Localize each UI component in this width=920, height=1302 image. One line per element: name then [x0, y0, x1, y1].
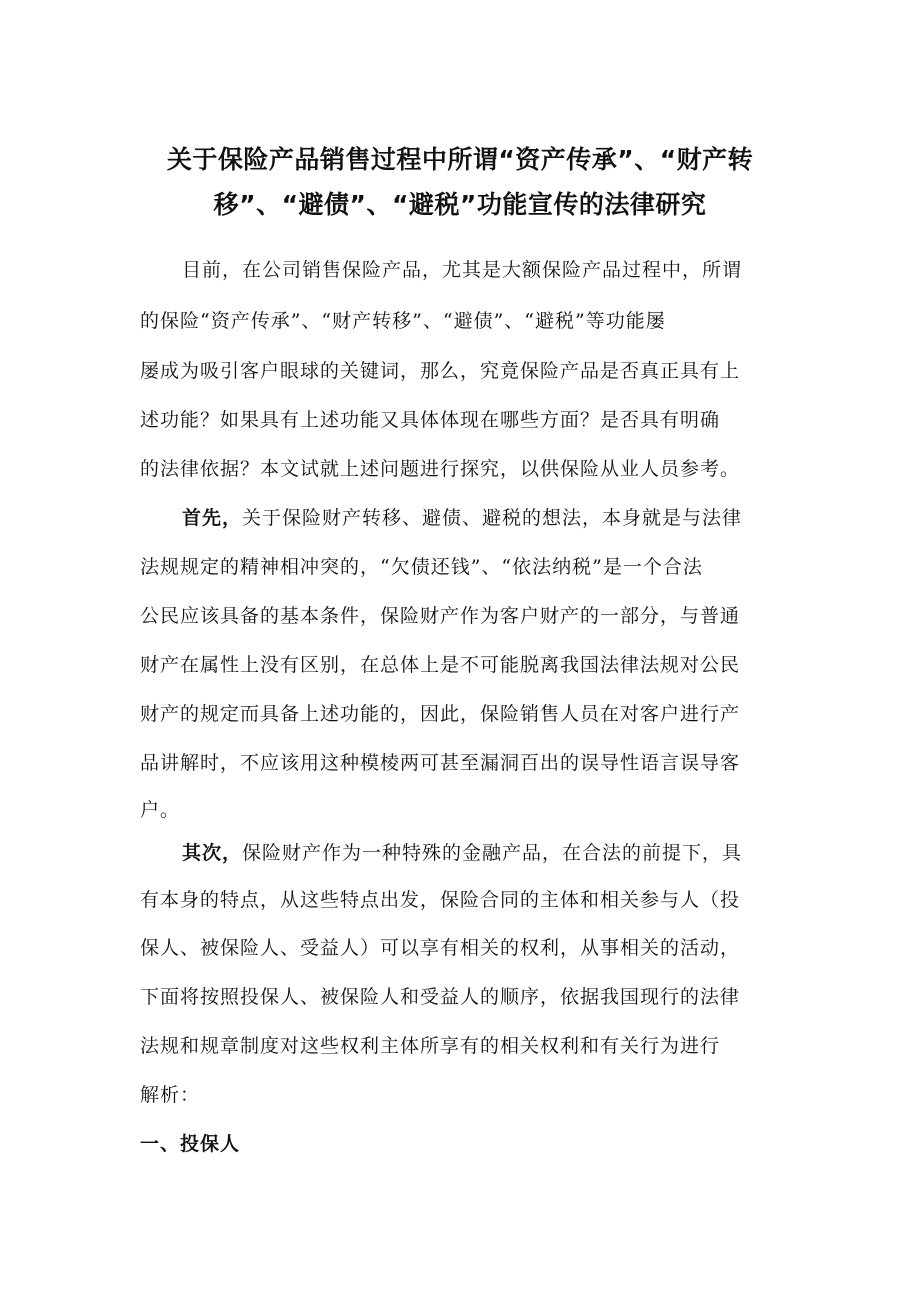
paragraph-2-line: 财产在属性上没有区别，在总体上是不可能脱离我国法律法规对公民	[140, 654, 741, 676]
document-title-line-1: 关于保险产品销售过程中所谓“资产传承”、“财产转	[166, 145, 754, 174]
paragraph-2-lead: 首先，	[182, 507, 243, 529]
paragraph-1-line: 目前，在公司销售保险产品，尤其是大额保险产品过程中，所谓	[182, 259, 743, 281]
document-title-line-2: 移”、“避债”、“避税”功能宣传的法律研究	[213, 190, 707, 219]
paragraph-3-line: 下面将按照投保人、被保险人和受益人的顺序，依据我国现行的法律	[140, 986, 741, 1008]
paragraph-3-line: 保人、被保险人、受益人）可以享有相关的权利，从事相关的活动，	[140, 937, 741, 959]
paragraph-2-first-line	[182, 503, 802, 533]
paragraph-1-line: 述功能？如果具有上述功能又具体体现在哪些方面？是否具有明确	[140, 409, 721, 431]
paragraph-1-line: 的保险“资产传承”、“财产转移”、“避债”、“避税”等功能屡	[140, 310, 666, 332]
paragraph-2-line: 公民应该具备的基本条件，保险财产作为客户财产的一部分，与普通	[140, 605, 741, 627]
paragraph-2-line: 户。	[140, 799, 181, 821]
paragraph-1-line: 屡成为吸引客户眼球的关键词，那么，究竟保险产品是否真正具有上	[140, 360, 741, 382]
paragraph-2-line: 品讲解时，不应该用这种模棱两可甚至漏洞百出的误导性语言误导客	[140, 752, 741, 774]
paragraph-3-first-line	[182, 838, 802, 868]
paragraph-3-lead: 其次，	[182, 842, 243, 864]
paragraph-2-text: 关于保险财产转移、避债、避税的想法，本身就是与法律	[242, 507, 743, 529]
paragraph-2-line: 财产的规定而具备上述功能的，因此，保险销售人员在对客户进行产	[140, 703, 741, 725]
paragraph-3-text: 保险财产作为一种特殊的金融产品，在合法的前提下，具	[242, 842, 743, 864]
paragraph-1-line: 的法律依据？本文试就上述问题进行探究，以供保险从业人员参考。	[140, 458, 741, 480]
paragraph-3-line: 有本身的特点，从这些特点出发，保险合同的主体和相关参与人（投	[140, 889, 741, 911]
paragraph-3-line: 法规和规章制度对这些权利主体所享有的相关权利和有关行为进行	[140, 1035, 721, 1057]
section-heading: 一、投保人	[140, 1133, 241, 1155]
paragraph-3-line: 解析：	[140, 1084, 201, 1106]
paragraph-2-line: 法规规定的精神相冲突的，“欠债还钱”、“依法纳税”是一个合法	[140, 556, 703, 578]
